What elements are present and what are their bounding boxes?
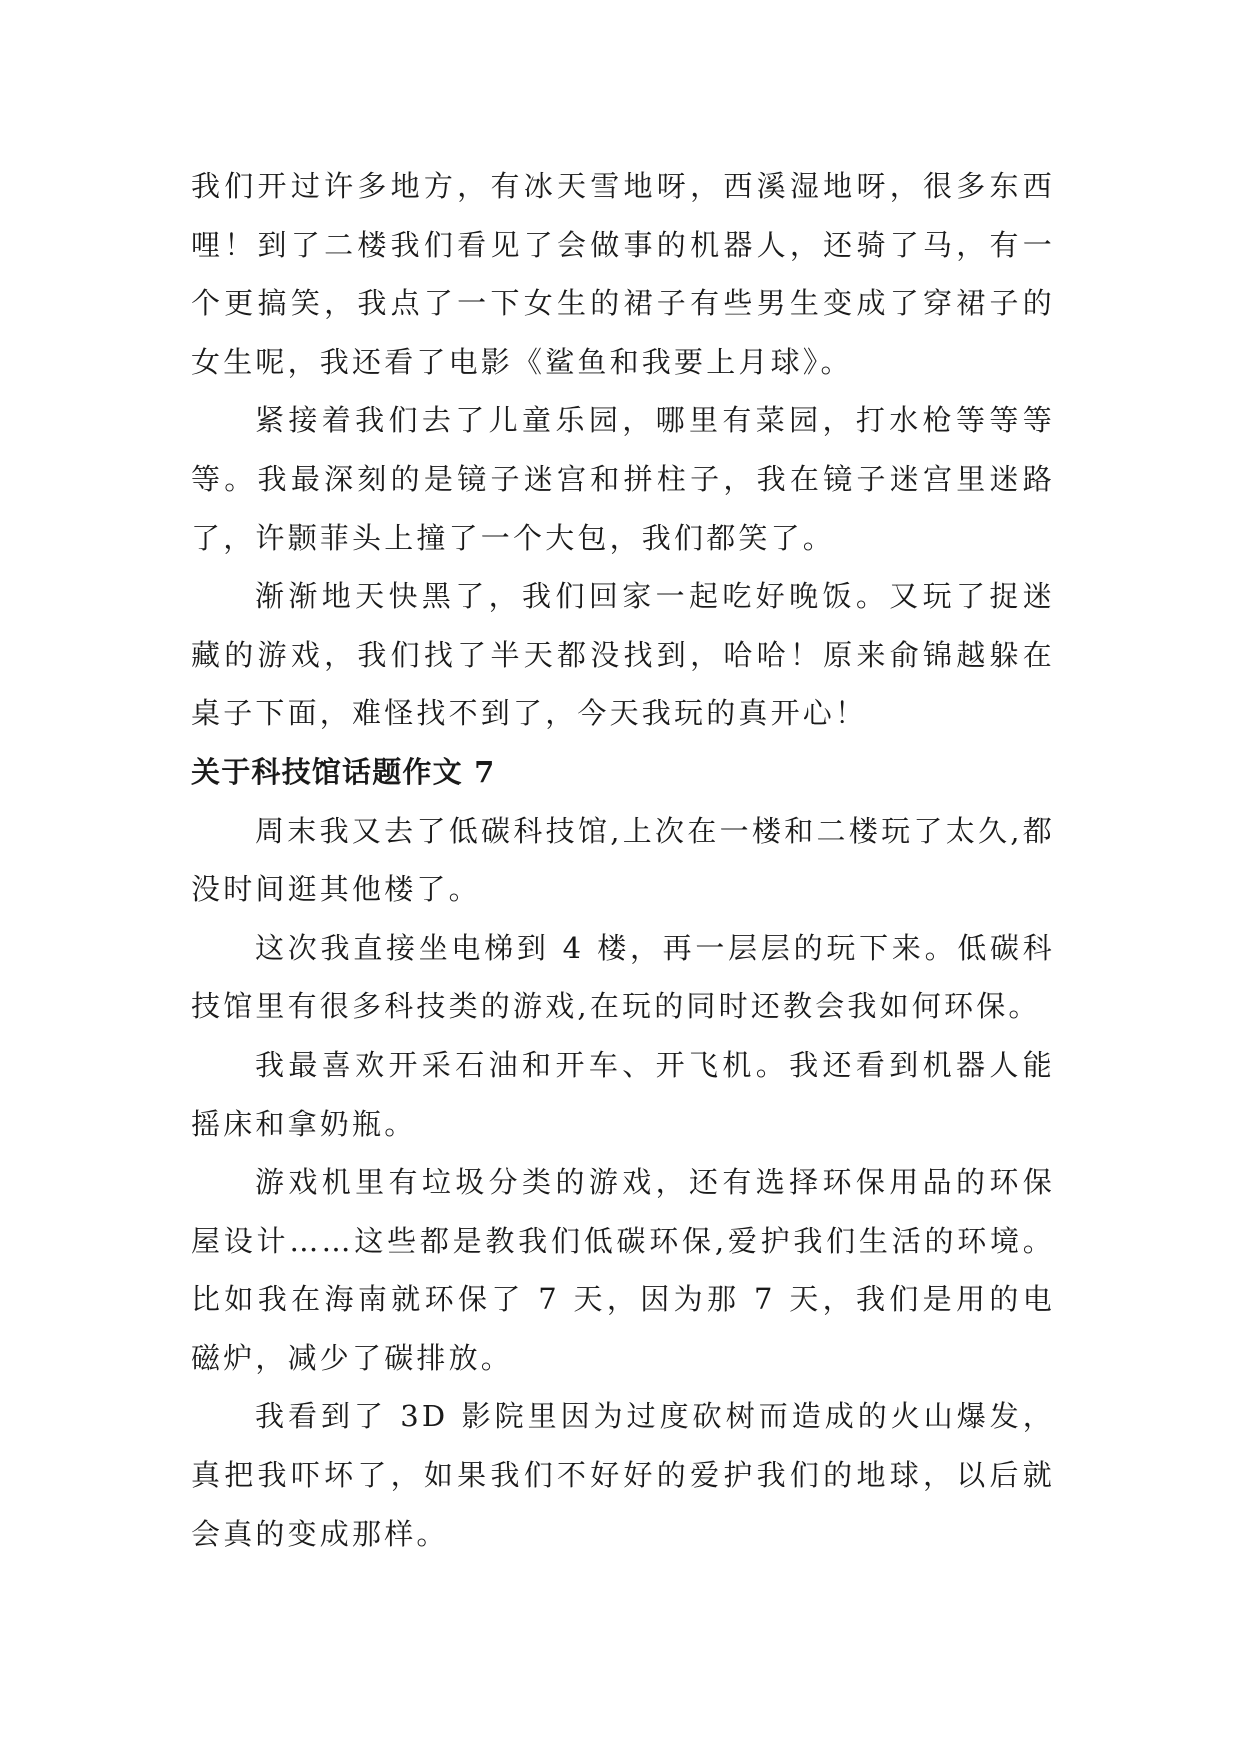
paragraph-8: 我看到了 3D 影院里因为过度砍树而造成的火山爆发，真把我吓坏了，如果我们不好好的爱护我们的地球，以后就会真的变成那样。	[191, 1399, 1055, 1551]
paragraph-6: 我最喜欢开采石油和开车、开飞机。我还看到机器人能摇床和拿奶瓶。	[191, 1047, 1055, 1141]
paragraph-2: 紧接着我们去了儿童乐园，哪里有菜园，打水枪等等等等。我最深刻的是镜子迷宫和拼柱子，我在镜子迷宫里迷路了，许颢菲头上撞了一个大包，我们都笑了。	[191, 403, 1055, 555]
paragraph-4: 周末我又去了低碳科技馆,上次在一楼和二楼玩了太久,都没时间逛其他楼了。	[191, 813, 1055, 907]
paragraph-3: 渐渐地天快黑了，我们回家一起吃好晚饭。又玩了捉迷藏的游戏，我们找了半天都没找到，哈哈！原来俞锦越躲在桌子下面，难怪找不到了，今天我玩的真开心！	[191, 579, 1055, 731]
essay-heading: 关于科技馆话题作文 7	[191, 754, 496, 789]
paragraph-1: 我们开过许多地方，有冰天雪地呀，西溪湿地呀，很多东西哩！到了二楼我们看见了会做事的机器人，还骑了马，有一个更搞笑，我点了一下女生的裙子有些男生变成了穿裙子的女生呢，我还看了电影《鲨鱼和我要上月球》。	[191, 169, 1055, 379]
paragraph-5: 这次我直接坐电梯到 4 楼，再一层层的玩下来。低碳科技馆里有很多科技类的游戏,在玩的同时还教会我如何环保。	[191, 930, 1055, 1024]
paragraph-7: 游戏机里有垃圾分类的游戏，还有选择环保用品的环保屋设计……这些都是教我们低碳环保,爱护我们生活的环境。比如我在海南就环保了 7 天，因为那 7 天，我们是用的电磁炉，减少了碳排放。	[191, 1165, 1055, 1375]
document-page	[191, 157, 1055, 1563]
